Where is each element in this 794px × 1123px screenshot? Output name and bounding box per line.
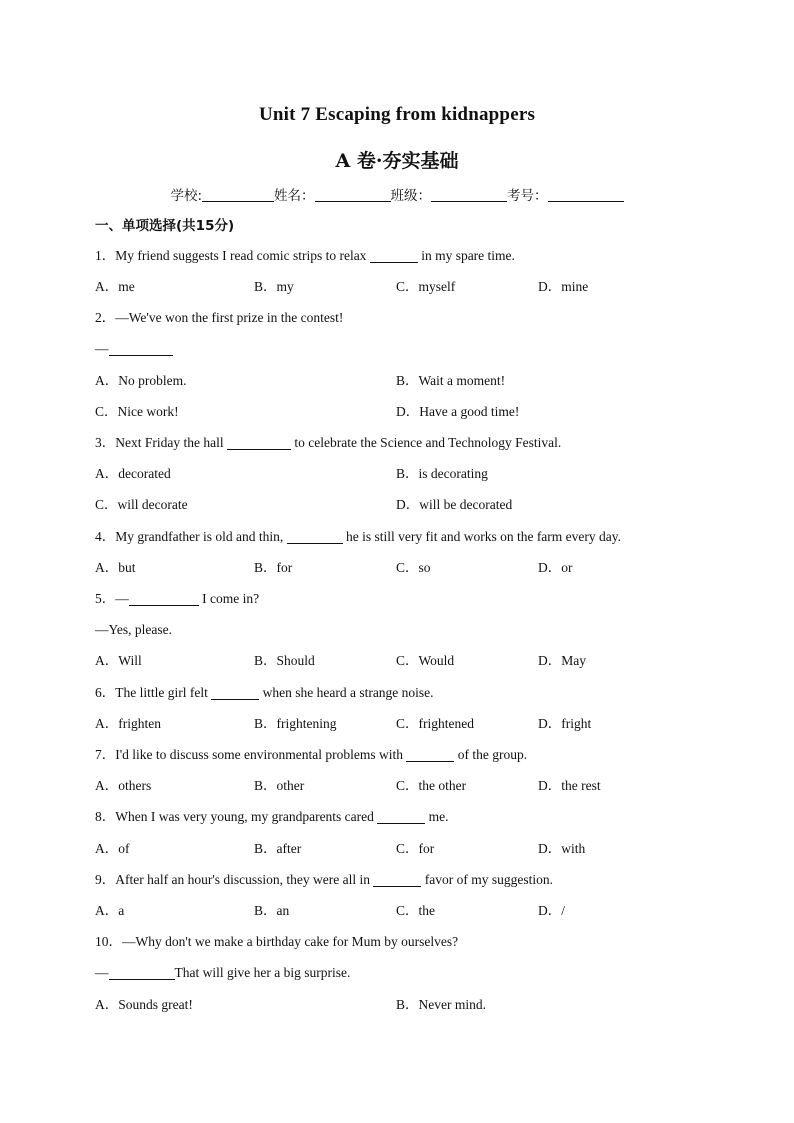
option-a[interactable]: A．Sounds great!	[95, 997, 193, 1012]
question-text: —We've won the first prize in the contest!	[115, 310, 344, 325]
question-text-end: me.	[425, 809, 449, 824]
question-text: When I was very young, my grandparents cared	[115, 809, 378, 824]
option-c[interactable]: C．myself	[396, 279, 456, 294]
option-b[interactable]: B．is decorating	[396, 466, 488, 481]
option-c[interactable]: C．for	[396, 841, 435, 856]
reply-text: That will give her a big surprise.	[174, 965, 351, 980]
question-number: 10．	[95, 934, 122, 949]
reply-text: —Yes, please.	[95, 622, 172, 637]
question-3-options-row-2	[95, 495, 715, 515]
question-number: 6．	[95, 685, 116, 700]
question-number: 1．	[95, 248, 116, 263]
question-4	[95, 527, 715, 547]
option-a[interactable]: A．a	[95, 903, 125, 918]
answer-blank[interactable]	[227, 435, 291, 450]
answer-blank[interactable]	[129, 591, 199, 606]
question-2-reply	[95, 339, 715, 359]
question-text: My friend suggests I read comic strips to relax	[115, 248, 370, 263]
exam-number-label: 考号：	[507, 188, 548, 204]
name-field[interactable]	[315, 187, 391, 202]
option-d[interactable]: D．mine	[538, 279, 589, 294]
option-c[interactable]: C．the	[396, 903, 436, 918]
option-b[interactable]: B．an	[254, 903, 290, 918]
question-1	[95, 246, 715, 266]
question-6	[95, 683, 715, 703]
option-b[interactable]: B．my	[254, 279, 294, 294]
question-number: 8．	[95, 809, 116, 824]
option-d[interactable]: D．or	[538, 560, 573, 575]
option-d[interactable]: D．fright	[538, 716, 592, 731]
answer-blank[interactable]	[109, 965, 175, 980]
option-b[interactable]: B．Wait a moment!	[396, 373, 506, 388]
option-a[interactable]: A．me	[95, 279, 135, 294]
option-a[interactable]: A．of	[95, 841, 130, 856]
option-a[interactable]: A．frighten	[95, 716, 161, 731]
question-1-options	[95, 277, 715, 297]
question-5-options	[95, 651, 715, 671]
question-text-end: favor of my suggestion.	[421, 872, 553, 887]
question-8-options	[95, 839, 715, 859]
question-text: —Why don't we make a birthday cake for Mum by ourselves?	[122, 934, 459, 949]
option-c[interactable]: C．frightened	[396, 716, 474, 731]
question-10	[95, 932, 715, 952]
question-text-end: of the group.	[454, 747, 528, 762]
school-label: 学校:	[170, 188, 203, 204]
option-d[interactable]: D．May	[538, 653, 586, 668]
question-4-options	[95, 558, 715, 578]
question-text: I'd like to discuss some environmental problems with	[115, 747, 407, 762]
answer-blank[interactable]	[211, 685, 259, 700]
option-b[interactable]: B．after	[254, 841, 302, 856]
question-number: 2．	[95, 310, 116, 325]
reply-dash: —	[95, 341, 109, 356]
question-number: 5．	[95, 591, 116, 606]
option-b[interactable]: B．Never mind.	[396, 997, 486, 1012]
student-info-line	[0, 184, 794, 204]
document-title: Unit 7 Escaping from kidnappers	[258, 104, 536, 125]
reply-dash: —	[95, 965, 109, 980]
option-d[interactable]: D．/	[538, 903, 566, 918]
question-10-reply	[95, 963, 715, 983]
answer-blank[interactable]	[370, 248, 418, 263]
question-6-options	[95, 714, 715, 734]
option-d[interactable]: D．with	[538, 841, 586, 856]
option-a[interactable]: A．No problem.	[95, 373, 187, 388]
question-3-options-row-1	[95, 464, 715, 484]
question-text-end: when she heard a strange noise.	[259, 685, 434, 700]
option-d[interactable]: D．the rest	[538, 778, 601, 793]
option-c[interactable]: C．Nice work!	[95, 404, 179, 419]
question-text: My grandfather is old and thin,	[115, 529, 287, 544]
question-text: —	[115, 591, 129, 606]
question-text-end: I come in?	[198, 591, 260, 606]
question-number: 7．	[95, 747, 116, 762]
question-text-end: he is still very fit and works on the farm every day.	[342, 529, 622, 544]
question-2-options-row-2	[95, 402, 715, 422]
exam-number-field[interactable]	[548, 187, 624, 202]
option-b[interactable]: B．other	[254, 778, 305, 793]
class-field[interactable]	[431, 187, 507, 202]
question-text: After half an hour's discussion, they were all in	[115, 872, 374, 887]
question-5	[95, 589, 715, 609]
question-3	[95, 433, 715, 453]
option-a[interactable]: A．decorated	[95, 466, 171, 481]
document-subtitle: A 卷·夯实基础	[335, 150, 459, 172]
question-text-end: to celebrate the Science and Technology Festival.	[290, 435, 562, 450]
answer-blank[interactable]	[406, 747, 454, 762]
answer-blank[interactable]	[373, 872, 421, 887]
question-2	[95, 308, 715, 328]
question-10-options	[95, 995, 715, 1015]
option-d[interactable]: D．Have a good time!	[396, 404, 520, 419]
option-b[interactable]: B．Should	[254, 653, 315, 668]
option-a[interactable]: A．Will	[95, 653, 142, 668]
question-9	[95, 870, 715, 890]
question-9-options	[95, 901, 715, 921]
question-2-options-row-1	[95, 371, 715, 391]
answer-blank[interactable]	[109, 341, 173, 356]
option-b[interactable]: B．frightening	[254, 716, 337, 731]
option-c[interactable]: C．the other	[396, 778, 467, 793]
question-number: 4．	[95, 529, 116, 544]
class-label: 班级：	[390, 188, 432, 204]
option-a[interactable]: A．but	[95, 560, 136, 575]
question-number: 9．	[95, 872, 116, 887]
name-label: 姓名：	[274, 188, 315, 204]
option-c[interactable]: C．Would	[396, 653, 455, 668]
school-field[interactable]	[202, 187, 274, 202]
question-8	[95, 807, 715, 827]
option-c[interactable]: C．will decorate	[95, 497, 188, 512]
option-c[interactable]: C．so	[396, 560, 431, 575]
section-title: 一、单项选择(共15分)	[95, 218, 235, 234]
option-b[interactable]: B．for	[254, 560, 293, 575]
question-7	[95, 745, 715, 765]
question-5-reply	[95, 620, 715, 640]
answer-blank[interactable]	[377, 809, 425, 824]
question-7-options	[95, 776, 715, 796]
question-text: The little girl felt	[115, 685, 212, 700]
answer-blank[interactable]	[287, 529, 343, 544]
option-a[interactable]: A．others	[95, 778, 152, 793]
question-number: 3．	[95, 435, 116, 450]
option-d[interactable]: D．will be decorated	[396, 497, 513, 512]
question-text-end: in my spare time.	[417, 248, 515, 263]
question-text: Next Friday the hall	[115, 435, 227, 450]
